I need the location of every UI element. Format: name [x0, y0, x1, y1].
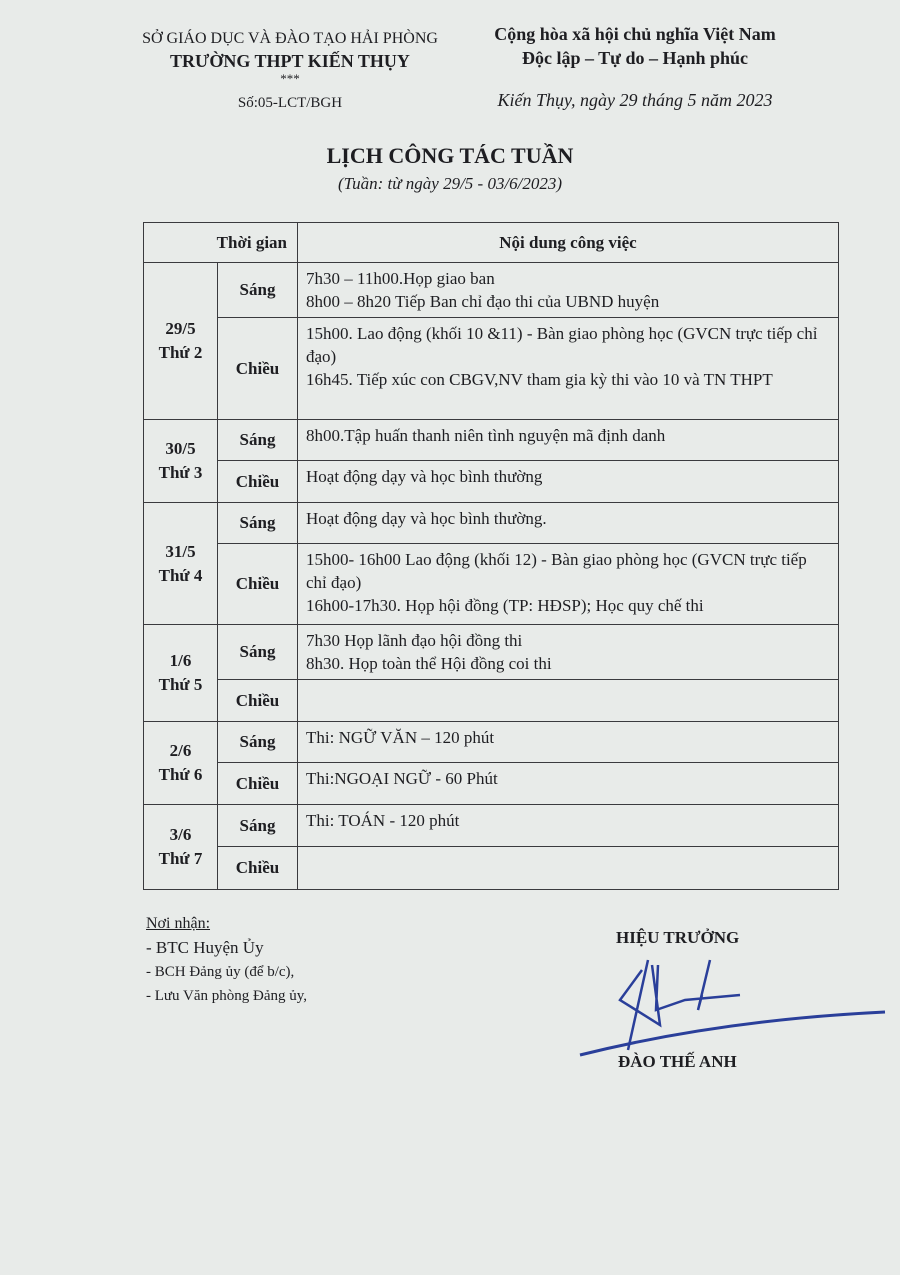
- department-name: SỞ GIÁO DỤC VÀ ĐÀO TẠO HẢI PHÒNG: [142, 30, 438, 47]
- schedule-table: [143, 222, 839, 890]
- recipients: [146, 912, 307, 1008]
- day-date: 3/6: [169, 825, 192, 844]
- day-cell: [144, 420, 218, 503]
- day-weekday: Thứ 5: [158, 675, 203, 694]
- national-heading: [460, 22, 810, 112]
- session-cell: Chiều: [218, 544, 298, 625]
- day-cell: [144, 722, 218, 805]
- task-line: Thi: NGỮ VĂN – 120 phút: [306, 728, 495, 747]
- signer-name: ĐÀO THẾ ANH: [618, 1052, 737, 1071]
- document-subtitle: (Tuần: từ ngày 29/5 - 03/6/2023): [337, 174, 563, 193]
- day-weekday: Thứ 4: [158, 565, 203, 585]
- day-date: 2/6: [169, 741, 192, 760]
- day-cell: [144, 503, 218, 625]
- day-date: 29/5: [165, 319, 196, 338]
- table-row: [144, 420, 839, 461]
- document-title: LỊCH CÔNG TÁC TUẦN: [326, 143, 574, 168]
- recipient-item: - BTC Huyện Ủy: [146, 938, 264, 957]
- task-line: 16h00-17h30. Họp hội đồng (TP: HĐSP); Học quy chế thi: [306, 596, 704, 615]
- content-cell: [298, 420, 839, 461]
- document-number: Số:05-LCT/BGH: [237, 95, 343, 111]
- content-cell: [298, 503, 839, 544]
- session-cell: Sáng: [218, 263, 298, 318]
- day-cell: [144, 263, 218, 420]
- table-row: [144, 847, 839, 890]
- table-row: [144, 805, 839, 847]
- document-date: Kiến Thụy, ngày 29 tháng 5 năm 2023: [497, 90, 773, 110]
- column-header-time: Thời gian: [144, 223, 298, 263]
- task-line: Hoạt động dạy và học bình thường: [306, 467, 543, 486]
- table-row: [144, 763, 839, 805]
- task-line: 15h00- 16h00 Lao động (khối 12) - Bàn giao phòng học (GVCN trực tiếp chỉ đạo): [306, 550, 807, 592]
- table-row: [144, 263, 839, 318]
- recipients-label: Nơi nhận:: [146, 915, 211, 932]
- session-cell: Chiều: [218, 847, 298, 890]
- task-line: 16h45. Tiếp xúc con CBGV,NV tham gia kỳ thi vào 10 và TN THPT: [306, 370, 773, 389]
- day-cell: [144, 625, 218, 722]
- nation-title: Cộng hòa xã hội chủ nghĩa Việt Nam: [494, 24, 776, 44]
- task-line: 7h30 Họp lãnh đạo hội đồng thi: [306, 631, 523, 650]
- task-line: 15h00. Lao động (khối 10 &11) - Bàn giao phòng học (GVCN trực tiếp chỉ đạo): [306, 324, 818, 366]
- content-cell: [298, 722, 839, 763]
- task-line: Thi:NGOẠI NGỮ - 60 Phút: [306, 769, 498, 788]
- national-motto: Độc lập – Tự do – Hạnh phúc: [521, 48, 749, 68]
- table-row: [144, 461, 839, 503]
- task-line: Hoạt động dạy và học bình thường.: [306, 509, 547, 528]
- content-cell: [298, 263, 839, 318]
- task-line: Thi: TOÁN - 120 phút: [306, 811, 460, 830]
- day-date: 1/6: [169, 651, 192, 670]
- session-cell: Chiều: [218, 461, 298, 503]
- day-date: 31/5: [165, 541, 196, 561]
- task-line: 7h30 – 11h00.Họp giao ban: [306, 269, 495, 288]
- session-cell: Sáng: [218, 722, 298, 763]
- day-weekday: Thứ 6: [158, 765, 203, 784]
- table-row: [144, 680, 839, 722]
- table-row: [144, 318, 839, 420]
- content-cell: [298, 680, 839, 722]
- session-cell: Chiều: [218, 763, 298, 805]
- table-row: [144, 722, 839, 763]
- content-cell: [298, 544, 839, 625]
- day-cell: [144, 805, 218, 890]
- task-line: 8h30. Họp toàn thể Hội đồng coi thi: [306, 654, 552, 673]
- session-cell: Sáng: [218, 805, 298, 847]
- session-cell: Sáng: [218, 625, 298, 680]
- table-row: [144, 503, 839, 544]
- table-row: [144, 544, 839, 625]
- session-cell: Sáng: [218, 503, 298, 544]
- day-weekday: Thứ 3: [158, 463, 203, 482]
- table-row: [144, 625, 839, 680]
- day-weekday: Thứ 7: [158, 849, 203, 868]
- handwritten-signature: [570, 940, 900, 1060]
- column-header-content: Nội dung công việc: [298, 223, 839, 263]
- content-cell: [298, 461, 839, 503]
- table-header-row: [144, 223, 839, 263]
- session-cell: Chiều: [218, 680, 298, 722]
- content-cell: [298, 763, 839, 805]
- recipient-item: - Lưu Văn phòng Đảng ủy,: [146, 988, 308, 1004]
- session-cell: Sáng: [218, 420, 298, 461]
- school-name: TRƯỜNG THPT KIẾN THỤY: [170, 51, 410, 71]
- session-cell: Chiều: [218, 318, 298, 420]
- stars-divider: ***: [280, 71, 300, 86]
- task-line: 8h00 – 8h20 Tiếp Ban chỉ đạo thi của UBND huyện: [306, 292, 660, 311]
- day-weekday: Thứ 2: [158, 343, 203, 362]
- content-cell: [298, 805, 839, 847]
- content-cell: [298, 625, 839, 680]
- content-cell: [298, 847, 839, 890]
- signer-role: HIỆU TRƯỞNG: [616, 928, 740, 947]
- day-date: 30/5: [165, 439, 196, 458]
- task-line: 8h00.Tập huấn thanh niên tình nguyện mã định danh: [306, 426, 666, 445]
- content-cell: [298, 318, 839, 420]
- recipient-item: - BCH Đảng ủy (để b/c),: [146, 964, 295, 980]
- issuing-authority: [120, 28, 460, 114]
